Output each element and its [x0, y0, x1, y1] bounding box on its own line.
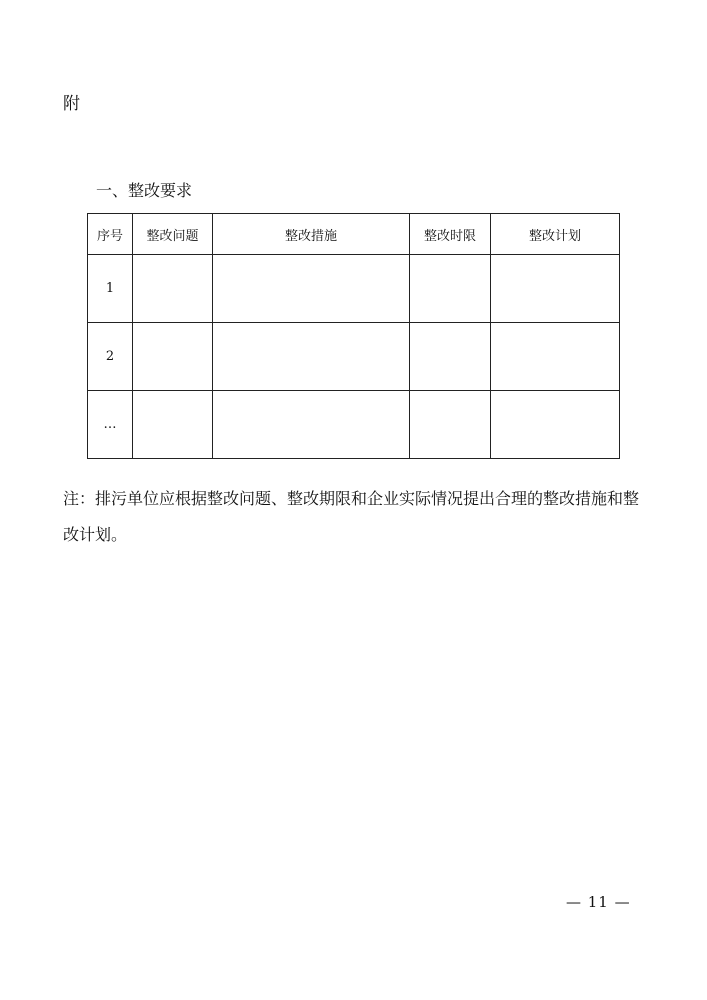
header-measure: 整改措施 — [213, 214, 410, 255]
cell-measure — [213, 323, 410, 391]
cell-index: 2 — [88, 323, 133, 391]
table-header-row — [88, 214, 620, 255]
cell-plan — [491, 323, 620, 391]
header-deadline: 整改时限 — [410, 214, 491, 255]
cell-index: … — [88, 391, 133, 459]
cell-plan — [491, 391, 620, 459]
cell-measure — [213, 255, 410, 323]
rectification-table — [87, 213, 620, 459]
cell-problem — [133, 255, 213, 323]
cell-problem — [133, 391, 213, 459]
cell-index: 1 — [88, 255, 133, 323]
table-row — [88, 391, 620, 459]
table-row — [88, 255, 620, 323]
cell-deadline — [410, 323, 491, 391]
cell-problem — [133, 323, 213, 391]
header-plan: 整改计划 — [491, 214, 620, 255]
table-row — [88, 323, 620, 391]
header-problem: 整改问题 — [133, 214, 213, 255]
attachment-label: 附 — [63, 94, 80, 114]
cell-plan — [491, 255, 620, 323]
page-number: — 11 — — [566, 893, 631, 911]
table-note: 注：排污单位应根据整改问题、整改期限和企业实际情况提出合理的整改措施和整改计划。 — [63, 489, 640, 544]
section-heading: 一、整改要求 — [96, 181, 193, 200]
cell-deadline — [410, 391, 491, 459]
cell-deadline — [410, 255, 491, 323]
header-index: 序号 — [88, 214, 133, 255]
cell-measure — [213, 391, 410, 459]
